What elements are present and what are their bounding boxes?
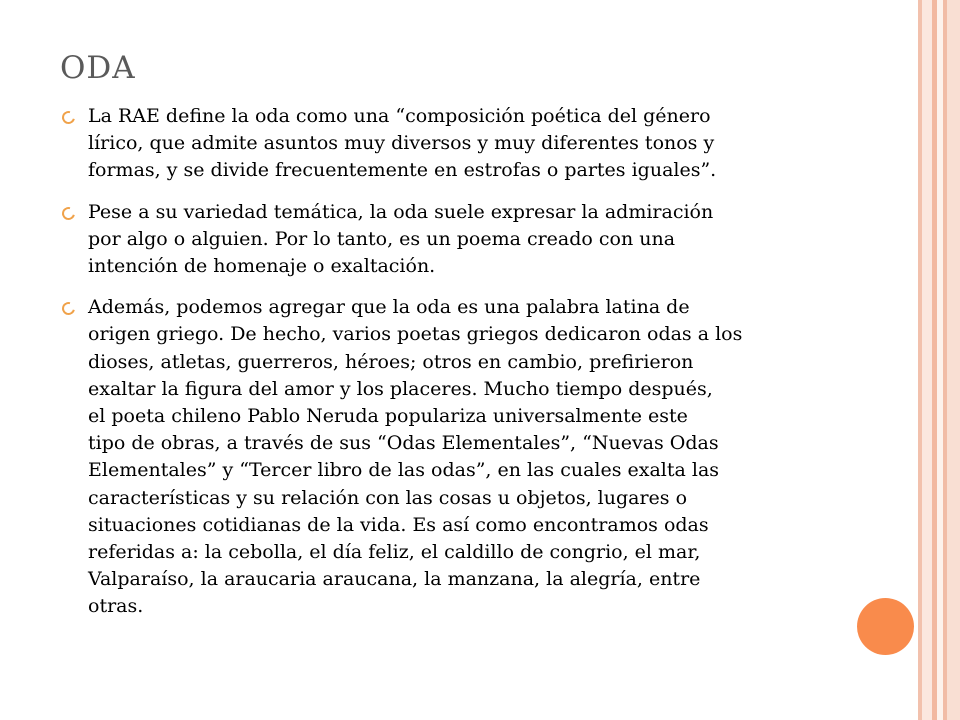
bullet-text-line: referidas a: la cebolla, el día feliz, el caldillo de congrio, el mar, bbox=[88, 541, 701, 564]
bullet-text-line: lírico, que admite asuntos muy diversos y muy diferentes tonos y bbox=[88, 132, 715, 155]
bullet-text-line: Además, podemos agregar que la oda es una palabra latina de bbox=[88, 296, 690, 319]
bullet-text-line: La RAE define la oda como una “composición poética del género bbox=[88, 105, 711, 127]
bullet-list bbox=[60, 103, 830, 635]
decorative-stripes bbox=[918, 0, 960, 720]
bullet-item bbox=[60, 199, 830, 281]
bullet-text-line: el poeta chileno Pablo Neruda populariza universalmente este bbox=[88, 405, 688, 428]
bullet-icon bbox=[60, 109, 78, 127]
bullet-text-line: otras. bbox=[88, 595, 144, 618]
bullet-text-line: intención de homenaje o exaltación. bbox=[88, 255, 436, 278]
bullet-item bbox=[60, 294, 830, 620]
bullet-text-line: Elementales” y “Tercer libro de las odas”, en las cuales exalta las bbox=[88, 459, 720, 482]
bullet-item bbox=[60, 103, 830, 185]
accent-circle bbox=[857, 598, 914, 655]
bullet-text-line: situaciones cotidianas de la vida. Es así como encontramos odas bbox=[88, 513, 709, 536]
bullet-text-line: formas, y se divide frecuentemente en estrofas o partes iguales”. bbox=[88, 159, 717, 182]
bullet-text-line: Pese a su variedad temática, la oda suele expresar la admiración bbox=[88, 200, 714, 223]
bullet-text-line: dioses, atletas, guerreros, héroes; otros en cambio, prefirieron bbox=[88, 350, 694, 373]
bullet-icon bbox=[60, 300, 78, 318]
stripe bbox=[947, 0, 960, 720]
bullet-text-line: por algo o alguien. Por lo tanto, es un poema creado con una bbox=[88, 227, 676, 250]
slide-title: ODA bbox=[60, 50, 136, 86]
bullet-icon bbox=[60, 204, 78, 222]
bullet-text-line: tipo de obras, a través de sus “Odas Elementales”, “Nuevas Odas bbox=[88, 432, 719, 455]
stripe bbox=[922, 0, 932, 720]
bullet-text-line: origen griego. De hecho, varios poetas griegos dedicaron odas a los bbox=[88, 323, 743, 346]
bullet-text-line: exaltar la figura del amor y los placeres. Mucho tiempo después, bbox=[88, 377, 713, 400]
bullet-text-line: características y su relación con las cosas u objetos, lugares o bbox=[88, 486, 688, 509]
bullet-text-line: Valparaíso, la araucaria araucana, la manzana, la alegría, entre bbox=[88, 568, 701, 591]
